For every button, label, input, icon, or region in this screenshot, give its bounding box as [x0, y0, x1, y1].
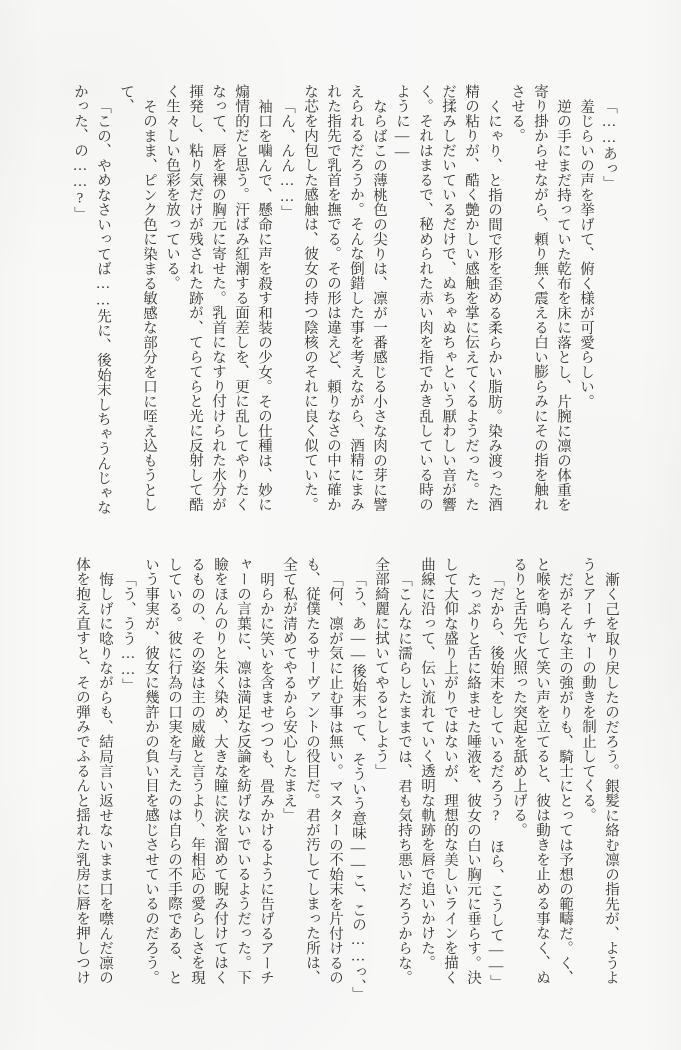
text-line: そのまま、ピンク色に染まる敏感な部分を口に咥え込もうとし [141, 98, 157, 512]
text-line: えられるだろうか。そんな倒錯した事を考えながら、酒精にまみ [348, 84, 364, 512]
text-line: 「何、凛が気に止む事は無い。マスターの不始末を片付けるの [327, 571, 343, 985]
text-line: ならばこの薄桃色の尖りは、凛が一番感じる小さな肉の芽に譬 [371, 98, 387, 512]
text-line: と喉を鳴らして笑い声を立てると、彼は動きを止める事なく、ぬ [534, 557, 550, 985]
text-line: 全部綺麗に拭いてやるとしよう」 [373, 557, 389, 779]
text-line: 「う、あ――後始末って、そういう意味――こ、この……っ、」 [350, 571, 366, 1002]
text-line: 「だから、後始末をしているだろう? ほら、こうして――」 [488, 571, 504, 990]
text-line: して大仰な盛り上がりではないが、理想的な美しいラインを描く [442, 557, 458, 985]
text-line: 「……あっ」 [601, 98, 617, 191]
text-line: るりと舌先で火照った突起を舐め上げる。 [511, 557, 527, 838]
text-line: 曲線に沿って、伝い流れていく透明な軌跡を唇で追いかけた。 [419, 557, 435, 970]
text-line: も、従僕たるサーヴァントの役目だ。君が汚してしまった所は、 [304, 557, 320, 985]
text-line: るものの、その姿は主の威厳と言うより、年相応の愛らしさを現 [189, 557, 205, 985]
text-line: だ揉みしだいているだけで、ぬちゃぬちゃという厭わしい音が響 [440, 84, 456, 512]
text-line: いう事実が、彼女に幾許かの負い目を感じさせているのだろう。 [143, 557, 159, 985]
text-line: たっぷりと舌に絡ませた唾液を、彼女の白い胸元に垂らす。決 [465, 571, 481, 985]
text-line: 全て私が清めてやるから安心したまえ」 [281, 557, 297, 823]
text-line: 「この、やめなさいってば……先に、後始末しちゃうんじゃな [95, 98, 111, 515]
text-line: て、 [118, 84, 134, 114]
text-block-top [67, 84, 620, 536]
text-line: 漸く己を取り戻したのだろう。銀髪に絡む凛の指先が、ようよ [603, 571, 619, 985]
text-line: 煽情的だと思う。汗ばみ紅潮する面差しを、更に乱してやりたく [233, 84, 249, 512]
text-line: 体を抱え直すと、その弾みでふるんと揺れた乳房に唇を押しつけ [74, 557, 90, 985]
text-line: ャーの言葉に、凛は満足な反論を紡げないでいるようだった。下 [235, 557, 251, 985]
text-line: 逆の手にまだ持っていた乾布を床に落とし、片腕に凛の体重を [555, 98, 571, 512]
text-line: 精の粘りが、酷く艶かしい感触を掌に伝えてくるようだった。た [463, 84, 479, 512]
text-line: な芯を内包した感触は、彼女の持つ陰核のそれに良く似ていた。 [302, 84, 318, 512]
text-line: くにゃり、と指の間で形を歪める柔らかい脂肪。染み渡った酒 [486, 98, 502, 512]
text-line: 羞じらいの声を挙げて、俯く様が可愛らしい。 [578, 98, 594, 409]
text-line: く。それはまるで、秘められた赤い肉を指でかき乱している時の [417, 84, 433, 512]
text-line: 寄り掛からせながら、頼り無く震える白い膨らみにその指を触れ [532, 84, 548, 512]
text-line: だがそんな主の強がりも、騎士にとっては予想の範疇だ。く、 [557, 571, 573, 985]
text-line: させる。 [509, 84, 525, 143]
text-line: 「う、うう……」 [120, 571, 136, 693]
text-line: 悔しげに唸りながらも、結局言い返せないまま口を噤んだ凛の [97, 571, 113, 985]
text-line: している。彼に行為の口実を与えたのは自らの不手際である、と [166, 557, 182, 985]
text-line: 揮発し、粘り気だけが残された跡が、てらてらと光に反射して酷 [187, 84, 203, 512]
text-block-bottom [69, 557, 622, 1009]
text-line: うとアーチャーの動きを制止してくる。 [580, 557, 596, 823]
text-line: 「ん、んん……」 [279, 98, 295, 220]
text-line: 瞼をほんのりと朱く染め、大きな瞳に涙を溜めて睨み付けてはく [212, 557, 228, 985]
text-line: れた指先で乳首を撫でる。その形は違えど、頼りなさの中に確か [325, 84, 341, 512]
text-line: 「こんなに濡らしたままでは、君も気持ち悪いだろうからな。 [396, 571, 412, 985]
text-line: ように―― [394, 84, 410, 161]
text-line: かった、の……?」 [72, 84, 88, 222]
text-line: 明らかに笑いを含ませつつも、畳みかけるように告げるアーチ [258, 571, 274, 985]
text-line: なって、唇を裸の胸元に寄せた。乳首になすり付けられた水分が [210, 84, 226, 512]
text-line: く生々しい色彩を放っている。 [164, 84, 180, 291]
text-line: 袖口を噛んで、懸命に声を殺す和装の少女。その仕種は、妙に [256, 98, 272, 512]
